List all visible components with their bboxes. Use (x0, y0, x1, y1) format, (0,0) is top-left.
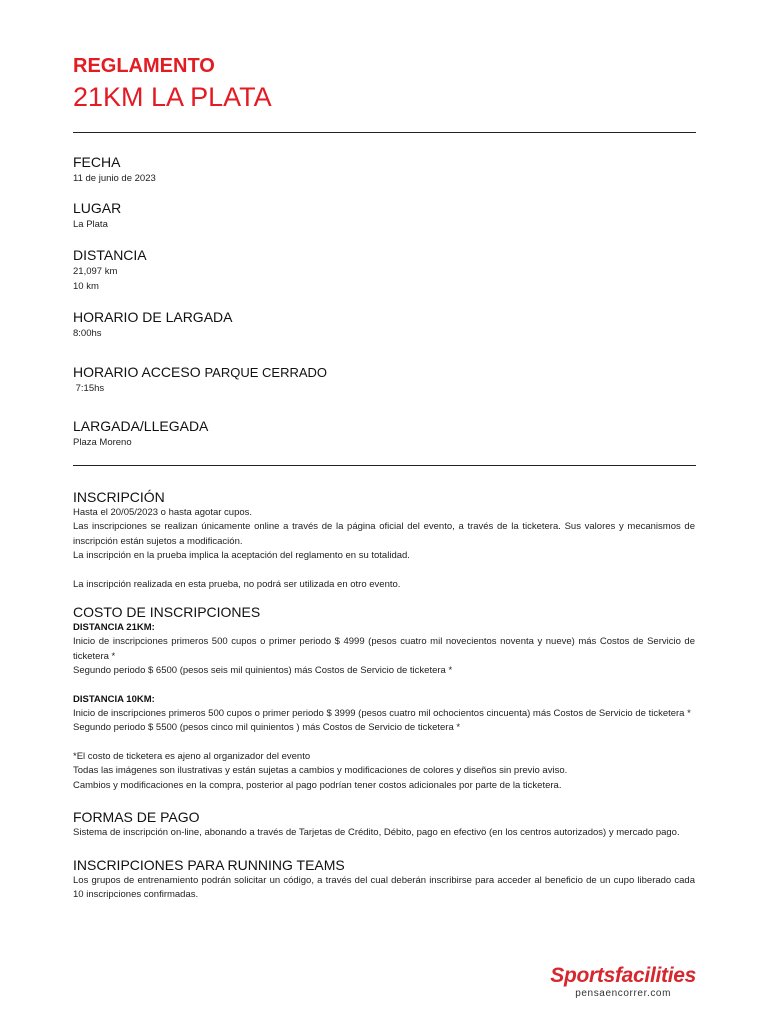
distancia-value-21k: 21,097 km (73, 266, 118, 277)
fecha-heading: FECHA (73, 154, 121, 170)
inscripcion-deadline: Hasta el 20/05/2023 o hasta agotar cupos. (73, 507, 253, 518)
costo-note-images: Todas las imágenes son ilustrativas y están sujetas a cambios y modificaciones de colores y diseños sin previo aviso. (73, 765, 568, 777)
horario-acceso-heading (73, 364, 695, 381)
inscripcion-section (73, 489, 695, 592)
running-teams-heading: INSCRIPCIONES PARA RUNNING TEAMS (73, 856, 345, 873)
inscripcion-heading: INSCRIPCIÓN (73, 489, 165, 505)
fecha-value: 11 de junio de 2023 (73, 173, 156, 184)
formas-de-pago-text: Sistema de inscripción on-line, abonando a través de Tarjetas de Crédito, Débito, pago en efectivo (en los centros autorizados) y mercado pago. (73, 827, 680, 839)
running-teams-text: Los grupos de entrenamiento podrán solicitar un código, a través del cual deberán inscribirse para acceder al beneficio de un cupo liberado cada 10 inscripciones confirmadas. (73, 874, 695, 900)
horario-largada-value: 8:00hs (73, 328, 102, 339)
page-title: 21KM LA PLATA (73, 82, 272, 112)
divider (73, 465, 696, 466)
horario-largada-section (73, 309, 695, 341)
inscripcion-online-text: Las inscripciones se realizan únicamente online a través de la página oficial del evento, a través de la ticketera. Sus valores y mecanismos de inscripción están sujetos a modificación. (73, 521, 695, 547)
costo-21k-first-period: Inicio de inscripciones primeros 500 cupos o primer periodo $ 4999 (pesos cuatro mil novecientos noventa y nueve) más Costos de Servicio de ticketera * (73, 636, 695, 662)
largada-llegada-section (73, 418, 695, 450)
costo-10k-heading: DISTANCIA 10KM: (73, 693, 155, 705)
costo-heading: COSTO DE INSCRIPCIONES (73, 604, 261, 621)
running-teams-section (73, 857, 695, 903)
horario-acceso-heading-main: HORARIO ACCESO (73, 364, 205, 380)
fecha-section (73, 154, 695, 186)
divider (73, 132, 696, 133)
largada-llegada-heading: LARGADA/LLEGADA (73, 418, 209, 434)
horario-acceso-value: 7:15hs (73, 383, 105, 394)
logo-brand-text: Sportsfacilities (550, 964, 696, 987)
document-label: REGLAMENTO (73, 55, 215, 77)
costo-note-changes: Cambios y modificaciones en la compra, posterior al pago podrían tener costos adicionales por parte de la ticketera. (73, 779, 562, 791)
lugar-value: La Plata (73, 219, 108, 230)
inscripcion-acceptance-text: La inscripción en la prueba implica la aceptación del reglamento en su totalidad. (73, 550, 410, 562)
costo-note-ticketera: *El costo de ticketera es ajeno al organizador del evento (73, 750, 311, 762)
costo-10k-second-period: Segundo periodo $ 5500 (pesos cinco mil quinientos ) más Costos de Servicio de ticketera * (73, 722, 461, 734)
horario-acceso-heading-small: PARQUE CERRADO (204, 365, 328, 380)
document-page (73, 54, 695, 902)
distancia-value-10k: 10 km (73, 281, 99, 292)
costo-10k-first-period: Inicio de inscripciones primeros 500 cupos o primer periodo $ 3999 (pesos cuatro mil ochocientos cincuenta) más Costos de Servicio de ticketera * (73, 708, 691, 720)
inscripcion-note: La inscripción realizada en esta prueba, no podrá ser utilizada en otro evento. (73, 578, 401, 590)
horario-largada-heading: HORARIO DE LARGADA (73, 309, 233, 325)
logo-url-text: pensaencorrer.com (575, 988, 672, 999)
lugar-heading: LUGAR (73, 200, 122, 216)
lugar-section (73, 200, 695, 232)
costo-21k-heading: DISTANCIA 21KM: (73, 622, 155, 634)
formas-de-pago-heading: FORMAS DE PAGO (73, 809, 200, 826)
largada-llegada-value: Plaza Moreno (73, 437, 132, 448)
horario-acceso-section (73, 364, 695, 396)
distancia-heading: DISTANCIA (73, 247, 147, 263)
costo-section (73, 604, 695, 793)
distancia-section (73, 247, 695, 294)
sportsfacilities-logo (550, 964, 696, 1000)
costo-21k-second-period: Segundo periodo $ 6500 (pesos seis mil quinientos) más Costos de Servicio de ticketera * (73, 665, 453, 677)
formas-de-pago-section (73, 809, 695, 840)
